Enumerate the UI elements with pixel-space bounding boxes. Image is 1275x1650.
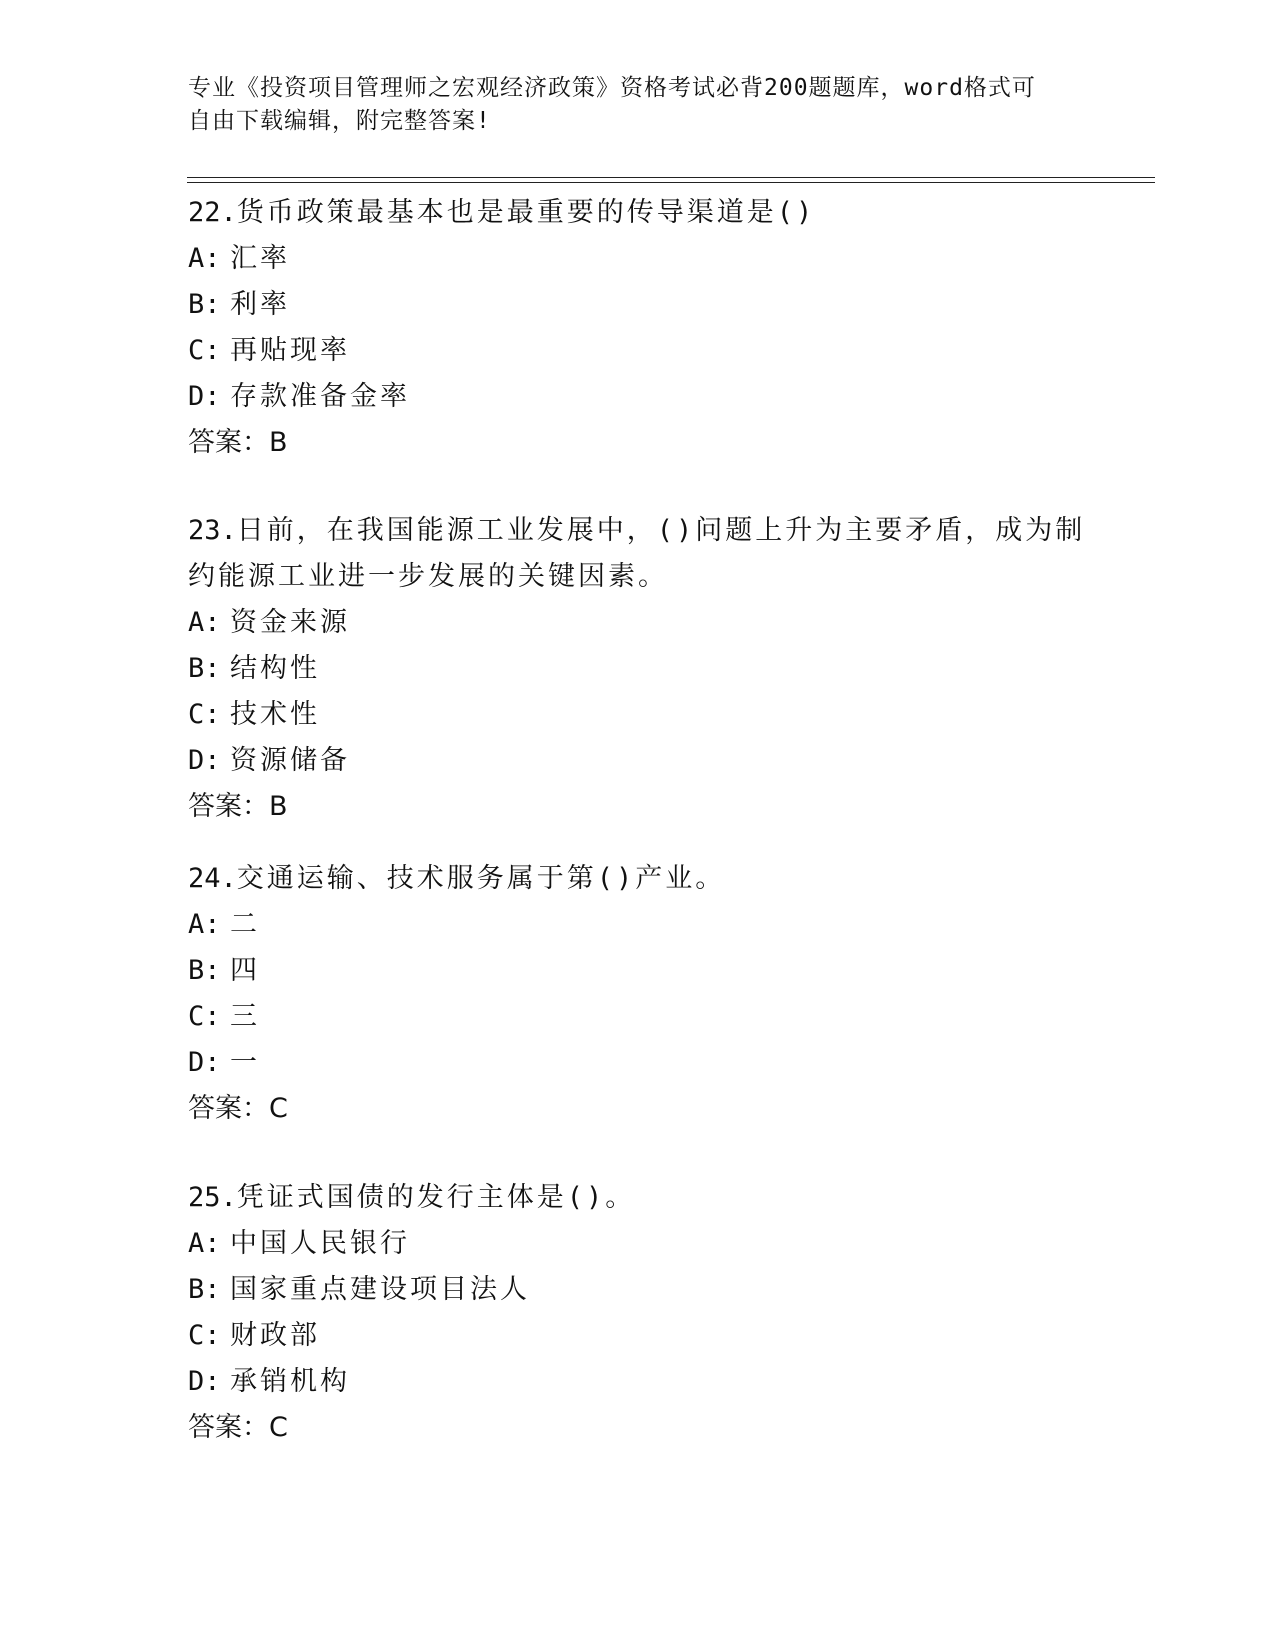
option-text: 存款准备金率 [230, 381, 410, 412]
question-stem [188, 856, 1088, 902]
option-key: D: [188, 745, 221, 776]
option-d [188, 738, 1088, 784]
question-number: 22. [188, 197, 237, 228]
option-c [188, 328, 1088, 374]
option-text: 一 [230, 1047, 260, 1078]
header-divider-top [187, 177, 1155, 178]
option-key: D: [188, 1047, 221, 1078]
option-key: C: [188, 699, 221, 730]
option-d [188, 374, 1088, 420]
option-key: C: [188, 1001, 221, 1032]
question-text: 货币政策最基本也是最重要的传导渠道是() [236, 197, 816, 228]
option-key: B: [188, 955, 221, 986]
option-key: D: [188, 381, 221, 412]
option-text: 再贴现率 [230, 335, 350, 366]
document-header [188, 72, 1068, 138]
question-text: 交通运输、技术服务属于第()产业。 [236, 863, 726, 894]
option-c [188, 994, 1088, 1040]
question-stem [188, 190, 1088, 236]
question-number: 25. [188, 1182, 237, 1213]
question-text: 凭证式国债的发行主体是()。 [236, 1182, 636, 1213]
option-text: 二 [230, 909, 260, 940]
option-text: 财政部 [230, 1320, 320, 1351]
option-d [188, 1040, 1088, 1086]
option-d [188, 1359, 1088, 1405]
option-a [188, 600, 1088, 646]
option-text: 汇率 [230, 243, 290, 274]
option-text: 四 [230, 955, 260, 986]
option-key: B: [188, 1274, 221, 1305]
option-text: 结构性 [230, 653, 320, 684]
option-a [188, 236, 1088, 282]
option-key: C: [188, 335, 221, 366]
option-text: 资源储备 [230, 745, 350, 776]
answer-line: 答案：B [188, 791, 288, 822]
question-block [188, 856, 1088, 1132]
option-b [188, 646, 1088, 692]
option-text: 三 [230, 1001, 260, 1032]
option-c [188, 1313, 1088, 1359]
option-b [188, 1267, 1088, 1313]
question-number: 23. [188, 515, 237, 546]
option-b [188, 948, 1088, 994]
option-text: 利率 [230, 289, 290, 320]
question-block [188, 190, 1088, 466]
option-b [188, 282, 1088, 328]
question-stem [188, 508, 1088, 600]
option-key: A: [188, 607, 221, 638]
option-key: B: [188, 653, 221, 684]
question-number: 24. [188, 863, 237, 894]
option-key: A: [188, 243, 221, 274]
header-line-2: 自由下载编辑，附完整答案! [188, 108, 491, 134]
option-text: 承销机构 [230, 1366, 350, 1397]
option-text: 中国人民银行 [230, 1228, 410, 1259]
question-block [188, 508, 1088, 830]
option-key: D: [188, 1366, 221, 1397]
option-a [188, 1221, 1088, 1267]
option-key: A: [188, 1228, 221, 1259]
answer-line: 答案：C [188, 1412, 288, 1443]
option-text: 国家重点建设项目法人 [230, 1274, 530, 1305]
header-line-1: 专业《投资项目管理师之宏观经济政策》资格考试必背200题题库，word格式可 [188, 75, 1036, 101]
option-text: 资金来源 [230, 607, 350, 638]
option-a [188, 902, 1088, 948]
answer-line: 答案：C [188, 1093, 288, 1124]
option-text: 技术性 [230, 699, 320, 730]
question-text: 日前，在我国能源工业发展中，()问题上升为主要矛盾，成为制约能源工业进一步发展的关键因素。 [188, 515, 1086, 592]
header-divider-bottom [187, 182, 1155, 183]
question-block [188, 1175, 1088, 1451]
option-key: C: [188, 1320, 221, 1351]
option-key: A: [188, 909, 221, 940]
question-stem [188, 1175, 1088, 1221]
answer-line: 答案：B [188, 427, 288, 458]
option-key: B: [188, 289, 221, 320]
option-c [188, 692, 1088, 738]
